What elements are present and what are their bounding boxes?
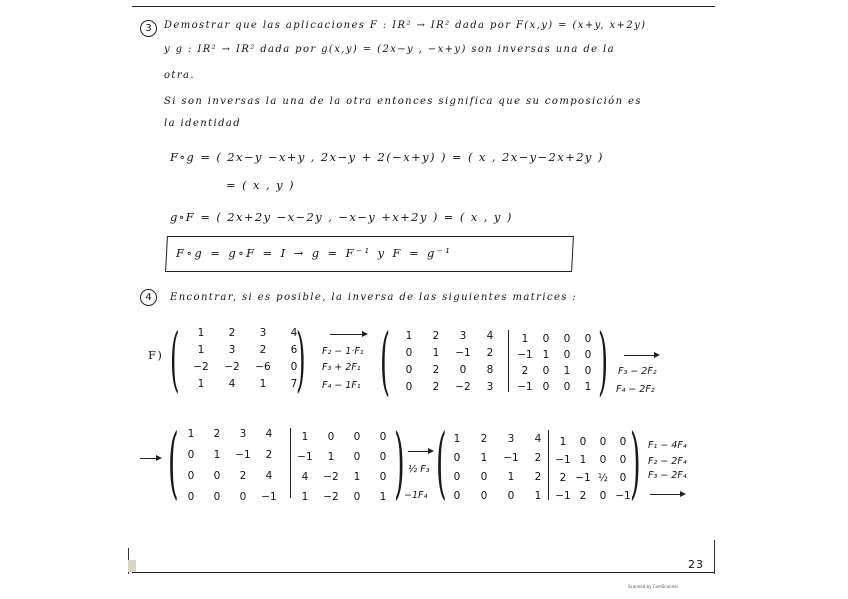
- m2-right-cell-r4-c2: 0: [542, 381, 550, 393]
- m1-cell-r1-c1: 1: [197, 327, 205, 339]
- m3-right-cell-r2-c3: 0: [353, 451, 361, 463]
- m4-cell-r2-c3: −1: [503, 452, 519, 464]
- m4-cell-r2-c2: 1: [480, 452, 488, 464]
- m3-right-cell-r1-c3: 0: [353, 431, 361, 443]
- m1-cell-r4-c1: 1: [197, 378, 205, 390]
- m3-right-cell-r4-c3: 0: [353, 491, 361, 503]
- m3-right-paren: ): [394, 418, 405, 508]
- m2-cell-r1-c2: 2: [432, 330, 440, 342]
- m4-cell-r1-c2: 2: [480, 433, 488, 445]
- m4-right-cell-r3-c1: 2: [559, 472, 567, 484]
- op1-row2: F₂ − 1·F₁: [322, 346, 364, 357]
- m4-right-cell-r3-c3: ½: [597, 472, 609, 484]
- arrow-5: [650, 494, 684, 495]
- m4-left-paren: (: [436, 418, 447, 508]
- m2-right-cell-r1-c4: 0: [584, 333, 592, 345]
- m1-cell-r2-c2: 3: [228, 344, 236, 356]
- op4-row1: F₁ − 4F₄: [648, 440, 687, 451]
- m3-cell-r1-c2: 2: [213, 428, 221, 440]
- m3-right-cell-r3-c3: 1: [353, 471, 361, 483]
- m1-cell-r1-c2: 2: [228, 327, 236, 339]
- ex3-eq3: g∘F = ( 2x+2y −x−2y , −x−y +x+2y ) = ( x , y ): [170, 210, 513, 224]
- m3-divider: [290, 428, 291, 498]
- m1-cell-r2-c3: 2: [259, 344, 267, 356]
- m2-cell-r3-c1: 0: [405, 364, 413, 376]
- m2-right-cell-r2-c4: 0: [584, 349, 592, 361]
- m4-right-cell-r1-c2: 0: [579, 436, 587, 448]
- m2-cell-r4-c2: 2: [432, 381, 440, 393]
- ex4-part-label: F): [148, 348, 164, 362]
- bottom-rule: [132, 572, 715, 573]
- m1-cell-r3-c2: −2: [224, 361, 240, 373]
- m4-cell-r4-c1: 0: [453, 490, 461, 502]
- op2-row4: F₄ − 2F₂: [616, 384, 655, 395]
- m3-right-cell-r3-c1: 4: [301, 471, 309, 483]
- op1-row4: F₄ − 1F₁: [322, 380, 361, 391]
- op2-row3: F₃ − 2F₂: [618, 366, 657, 377]
- m4-right-cell-r2-c2: 1: [579, 454, 587, 466]
- m1-left-paren: (: [170, 318, 180, 400]
- m2-cell-r4-c1: 0: [405, 381, 413, 393]
- m3-right-cell-r2-c1: −1: [297, 451, 313, 463]
- m3-cell-r4-c2: 0: [213, 491, 221, 503]
- m2-cell-r3-c3: 0: [459, 364, 467, 376]
- m2-right-cell-r3-c1: 2: [521, 365, 529, 377]
- m2-right-cell-r3-c4: 0: [584, 365, 592, 377]
- m2-cell-r1-c1: 1: [405, 330, 413, 342]
- m1-cell-r3-c4: 0: [290, 361, 298, 373]
- m1-cell-r2-c4: 6: [290, 344, 298, 356]
- m4-cell-r3-c2: 0: [480, 471, 488, 483]
- m3-right-cell-r3-c4: 0: [379, 471, 387, 483]
- page-number: 23: [688, 558, 704, 571]
- m3-cell-r1-c4: 4: [265, 428, 273, 440]
- exercise-4-number: 4: [140, 289, 157, 306]
- m3-left-paren: (: [168, 418, 179, 508]
- m2-right-cell-r4-c3: 0: [563, 381, 571, 393]
- m4-cell-r4-c4: 1: [534, 490, 542, 502]
- m3-right-cell-r1-c1: 1: [301, 431, 309, 443]
- m2-cell-r1-c4: 4: [486, 330, 494, 342]
- m2-right-paren: ): [598, 318, 609, 404]
- m2-right-cell-r1-c3: 0: [563, 333, 571, 345]
- m4-right-cell-r1-c1: 1: [559, 436, 567, 448]
- ex3-line1: Demostrar que las aplicaciones F : IR² → IR² dada por F(x,y) = (x+y, x+2y): [164, 20, 647, 31]
- m1-cell-r4-c4: 7: [290, 378, 298, 390]
- m2-right-cell-r1-c2: 0: [542, 333, 550, 345]
- m3-right-cell-r2-c4: 0: [379, 451, 387, 463]
- op3-row4: −1F₄: [404, 490, 428, 501]
- m3-cell-r1-c3: 3: [239, 428, 247, 440]
- m3-cell-r2-c2: 1: [213, 449, 221, 461]
- m3-right-cell-r1-c4: 0: [379, 431, 387, 443]
- m1-right-paren: ): [296, 318, 306, 400]
- m4-right-cell-r4-c1: −1: [555, 490, 571, 502]
- m2-cell-r3-c4: 8: [486, 364, 494, 376]
- m3-cell-r1-c1: 1: [187, 428, 195, 440]
- m3-cell-r2-c1: 0: [187, 449, 195, 461]
- op4-row2: F₂ − 2F₄: [648, 456, 687, 467]
- m3-cell-r4-c3: 0: [239, 491, 247, 503]
- m4-cell-r3-c4: 2: [534, 471, 542, 483]
- m4-cell-r1-c3: 3: [507, 433, 515, 445]
- ex3-boxed-result: F∘g = g∘F = I → g = F⁻¹ y F = g⁻¹: [176, 246, 453, 260]
- m1-cell-r4-c2: 4: [228, 378, 236, 390]
- m4-cell-r3-c3: 1: [507, 471, 515, 483]
- m3-right-cell-r4-c2: −2: [323, 491, 339, 503]
- m1-cell-r2-c1: 1: [197, 344, 205, 356]
- m3-cell-r4-c1: 0: [187, 491, 195, 503]
- m4-right-cell-r1-c4: 0: [619, 436, 627, 448]
- ex3-line3: otra.: [164, 70, 195, 81]
- op1-row3: F₃ + 2F₁: [322, 362, 361, 373]
- ex3-line2: y g : IR² → IR² dada por g(x,y) = (2x−y , −x+y) son inversas una de la: [164, 44, 615, 55]
- m4-cell-r3-c1: 0: [453, 471, 461, 483]
- m2-cell-r2-c2: 1: [432, 347, 440, 359]
- m3-cell-r3-c4: 4: [265, 470, 273, 482]
- m3-cell-r3-c2: 0: [213, 470, 221, 482]
- m4-right-cell-r2-c1: −1: [555, 454, 571, 466]
- ex3-eq2: = ( x , y ): [226, 178, 295, 192]
- m1-cell-r3-c1: −2: [193, 361, 209, 373]
- ex3-line5: la identidad: [164, 118, 242, 129]
- m1-cell-r1-c4: 4: [290, 327, 298, 339]
- m2-cell-r2-c4: 2: [486, 347, 494, 359]
- arrow-3: [140, 458, 160, 459]
- m2-cell-r4-c3: −2: [455, 381, 471, 393]
- top-rule: [132, 6, 715, 7]
- m2-right-cell-r3-c2: 0: [542, 365, 550, 377]
- m3-cell-r3-c3: 2: [239, 470, 247, 482]
- right-rule: [714, 540, 715, 574]
- m2-right-cell-r3-c3: 1: [563, 365, 571, 377]
- m2-right-cell-r2-c3: 0: [563, 349, 571, 361]
- m4-cell-r4-c3: 0: [507, 490, 515, 502]
- m4-cell-r4-c2: 0: [480, 490, 488, 502]
- m3-right-cell-r3-c2: −2: [323, 471, 339, 483]
- m4-cell-r1-c1: 1: [453, 433, 461, 445]
- arrow-2: [624, 355, 658, 356]
- m4-right-cell-r2-c4: 0: [619, 454, 627, 466]
- m3-cell-r3-c1: 0: [187, 470, 195, 482]
- m3-right-cell-r4-c4: 1: [379, 491, 387, 503]
- m4-right-cell-r1-c3: 0: [599, 436, 607, 448]
- page-corner: [128, 560, 136, 572]
- ex3-eq1: F∘g = ( 2x−y −x+y , 2x−y + 2(−x+y) ) = ( x , 2x−y−2x+2y ): [170, 150, 604, 164]
- m3-cell-r4-c4: −1: [261, 491, 277, 503]
- ex3-line4: Si son inversas la una de la otra entonces significa que su composición es: [164, 96, 642, 107]
- m4-cell-r2-c4: 2: [534, 452, 542, 464]
- ex4-title: Encontrar, si es posible, la inversa de las siguientes matrices :: [170, 292, 578, 303]
- m2-cell-r2-c1: 0: [405, 347, 413, 359]
- m2-right-cell-r1-c1: 1: [521, 333, 529, 345]
- m2-right-cell-r4-c4: 1: [584, 381, 592, 393]
- m3-right-cell-r1-c2: 0: [327, 431, 335, 443]
- m4-right-cell-r2-c3: 0: [599, 454, 607, 466]
- m2-right-cell-r2-c2: 1: [542, 349, 550, 361]
- m4-cell-r2-c1: 0: [453, 452, 461, 464]
- m2-cell-r4-c4: 3: [486, 381, 494, 393]
- arrow-4: [408, 451, 432, 452]
- m4-right-cell-r3-c4: 0: [619, 472, 627, 484]
- m3-cell-r2-c3: −1: [235, 449, 251, 461]
- exercise-3-number: 3: [140, 20, 157, 37]
- m4-right-paren: ): [630, 418, 641, 508]
- scanner-footer: Scanned by CamScanner: [628, 584, 679, 589]
- m4-right-cell-r3-c2: −1: [575, 472, 591, 484]
- m1-cell-r3-c3: −6: [255, 361, 271, 373]
- m3-cell-r2-c4: 2: [265, 449, 273, 461]
- op4-row3: F₃ − 2F₄: [648, 470, 687, 481]
- op3-row3: ½ F₃: [408, 464, 430, 475]
- m4-right-cell-r4-c4: −1: [615, 490, 631, 502]
- m3-right-cell-r2-c2: 1: [327, 451, 335, 463]
- m1-cell-r1-c3: 3: [259, 327, 267, 339]
- m1-cell-r4-c3: 1: [259, 378, 267, 390]
- m4-cell-r1-c4: 4: [534, 433, 542, 445]
- m2-cell-r3-c2: 2: [432, 364, 440, 376]
- m2-left-paren: (: [380, 318, 391, 404]
- m2-right-cell-r2-c1: −1: [517, 349, 533, 361]
- arrow-1: [330, 334, 366, 335]
- m2-cell-r2-c3: −1: [455, 347, 471, 359]
- m4-right-cell-r4-c2: 2: [579, 490, 587, 502]
- m4-right-cell-r4-c3: 0: [599, 490, 607, 502]
- m2-cell-r1-c3: 3: [459, 330, 467, 342]
- m3-right-cell-r4-c1: 1: [301, 491, 309, 503]
- m2-divider: [508, 330, 509, 392]
- m2-right-cell-r4-c1: −1: [517, 381, 533, 393]
